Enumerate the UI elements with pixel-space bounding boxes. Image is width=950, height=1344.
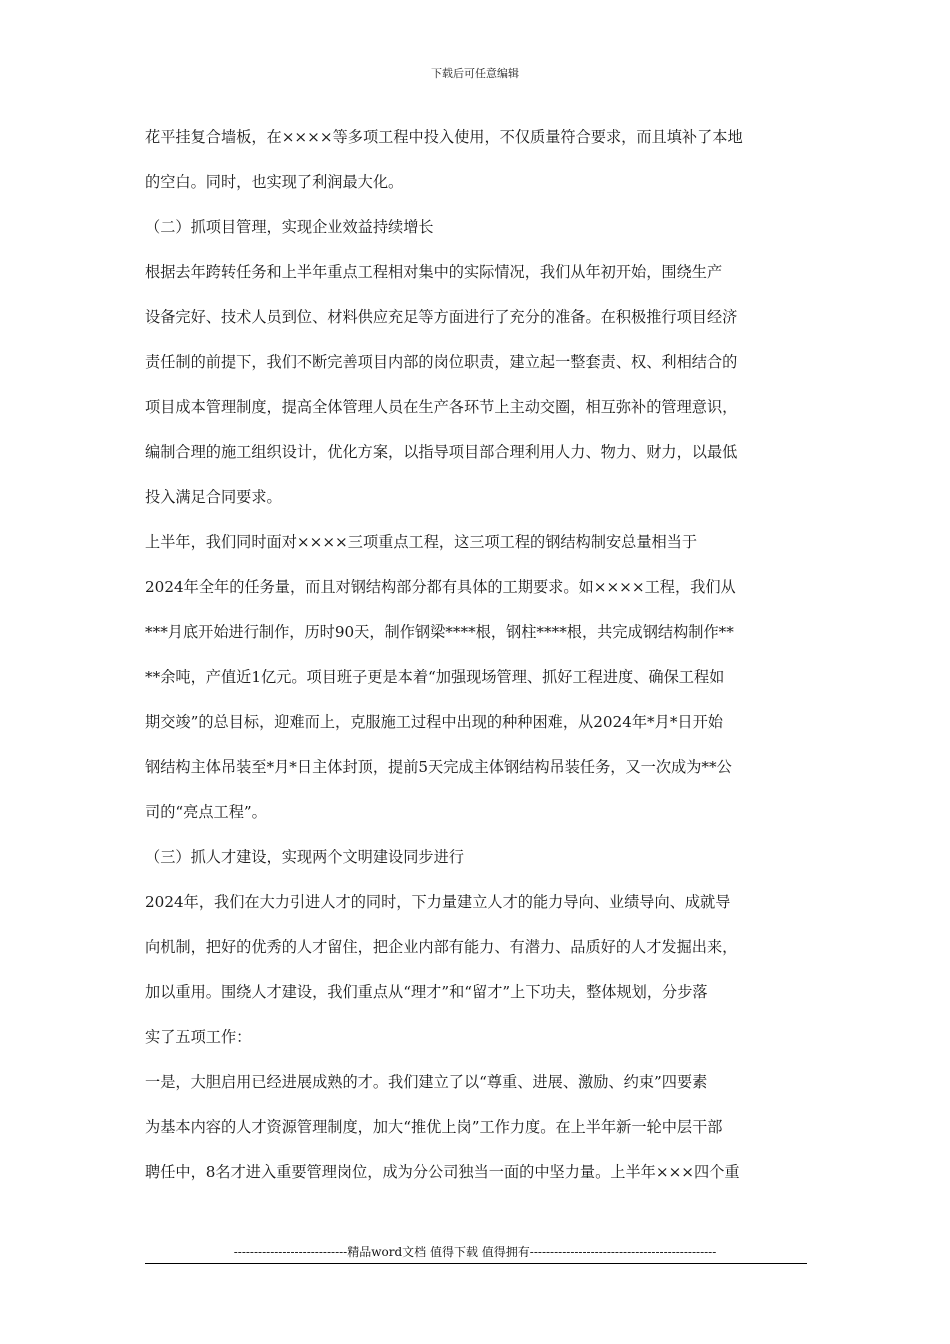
body-text-line: 设备完好、技术人员到位、材料供应充足等方面进行了充分的准备。在积极推行项目经济 (145, 308, 738, 326)
page-header: 下载后可任意编辑 (431, 67, 519, 80)
body-text-line: 为基本内容的人才资源管理制度，加大“推优上岗”工作力度。在上半年新一轮中层干部 (145, 1118, 723, 1136)
body-text-line: 2024年全年的任务量，而且对钢结构部分都有具体的工期要求。如××××工程，我们从 (145, 578, 736, 596)
body-text-line: 项目成本管理制度，提高全体管理人员在生产各环节上主动交圈，相互弥补的管理意识， (145, 398, 738, 416)
footer-divider (145, 1263, 807, 1264)
body-text-line: （二）抓项目管理，实现企业效益持续增长 (145, 218, 434, 236)
body-text-line: 实了五项工作： (145, 1028, 252, 1046)
body-text-line: 的空白。同时，也实现了利润最大化。 (145, 173, 404, 191)
body-text-line: 责任制的前提下，我们不断完善项目内部的岗位职责，建立起一整套责、权、利相结合的 (145, 353, 738, 371)
body-text-line: 投入满足合同要求。 (145, 488, 282, 506)
body-text-line: 期交竣”的总目标，迎难而上，克服施工过程中出现的种种困难，从2024年*月*日开始 (145, 713, 723, 731)
body-text-line: 聘任中，8名才进入重要管理岗位，成为分公司独当一面的中坚力量。上半年×××四个重 (145, 1163, 740, 1181)
body-text-line: 2024年，我们在大力引进人才的同时，下力量建立人才的能力导向、业绩导向、成就导 (145, 893, 731, 911)
body-text-line: 钢结构主体吊装至*月*日主体封顶，提前5天完成主体钢结构吊装任务，又一次成为**公 (145, 758, 732, 776)
body-text-line: ***月底开始进行制作，历时90天，制作钢梁****根，钢柱****根，共完成钢结构制作** (145, 623, 734, 641)
body-text-line: 一是，大胆启用已经进展成熟的才。我们建立了以“尊重、进展、激励、约束”四要素 (145, 1073, 708, 1091)
body-text-line: 加以重用。围绕人才建设，我们重点从“理才”和“留才”上下功夫，整体规划，分步落 (145, 983, 708, 1001)
body-text-line: **余吨，产值近1亿元。项目班子更是本着“加强现场管理、抓好工程进度、确保工程如 (145, 668, 725, 686)
body-text-line: 编制合理的施工组织设计，优化方案，以指导项目部合理利用人力、物力、财力，以最低 (145, 443, 738, 461)
page-footer: ----------------------------精品word文档 值得下载 值得拥有---------------------------------------------- (233, 1245, 717, 1259)
body-text-line: 根据去年跨转任务和上半年重点工程相对集中的实际情况，我们从年初开始，围绕生产 (145, 263, 723, 281)
body-text-line: 司的“亮点工程”。 (145, 803, 267, 821)
body-text-line: 向机制，把好的优秀的人才留住，把企业内部有能力、有潜力、品质好的人才发掘出来， (145, 938, 738, 956)
body-text-line: （三）抓人才建设，实现两个文明建设同步进行 (145, 848, 464, 866)
body-text-line: 花平挂复合墙板，在××××等多项工程中投入使用，不仅质量符合要求，而且填补了本地 (145, 128, 743, 146)
document-body (145, 120, 810, 1200)
body-text-line: 上半年，我们同时面对××××三项重点工程，这三项工程的钢结构制安总量相当于 (145, 533, 698, 551)
